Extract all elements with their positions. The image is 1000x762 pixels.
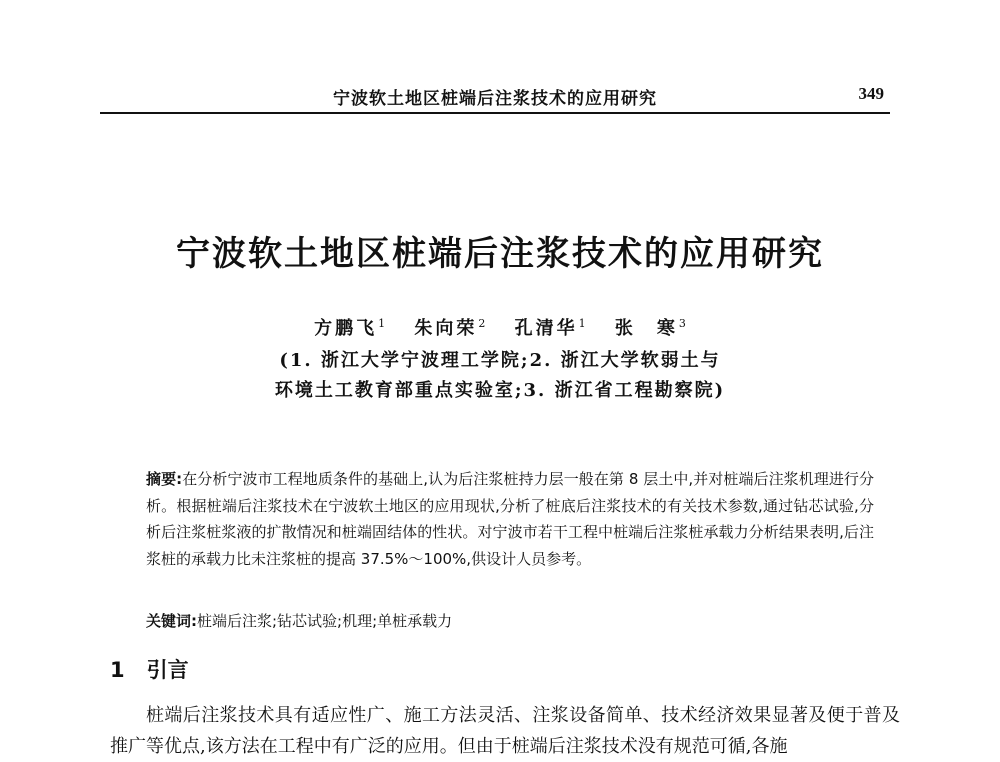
author-list (0, 314, 1000, 340)
section-heading (110, 654, 189, 684)
affiliation-line-2: 环境土工教育部重点实验室;3. 浙江省工程勘察院) (274, 380, 726, 401)
author: 张 寒$^3$ (614, 317, 686, 339)
keywords-text: 桩端后注浆;钻芯试验;机理;单桩承载力 (197, 612, 453, 630)
abstract-text: 在分析宁波市工程地质条件的基础上,认为后注浆桩持力层一般在第 8 层土中,并对桩端后注浆机理进行分析。根据桩端后注浆技术在宁波软土地区的应用现状,分析了桩底后注浆技术的有关技术参数,通过钻芯试验,分析后注浆桩浆液的扩散情况和桩端固结体的性状。对宁波市若干工程中桩端后注浆桩承载力分析结果表明,后注浆桩的承载力比未注浆桩的提高 37.5%～100%,供设计人员参考。 (146, 470, 875, 568)
running-header (100, 82, 890, 114)
section-title: 引言 (146, 658, 189, 682)
keywords-label: 关键词: (146, 612, 197, 630)
section-number: 1 (110, 658, 125, 682)
keywords (146, 608, 874, 634)
running-title: 宁波软土地区桩端后注浆技术的应用研究 (333, 89, 657, 109)
paper-title: 宁波软土地区桩端后注浆技术的应用研究 (176, 234, 824, 274)
abstract (146, 466, 874, 572)
body-paragraph: 桩端后注浆技术具有适应性广、施工方法灵活、注浆设备简单、技术经济效果显著及便于普及推广等优点,该方法在工程中有广泛的应用。但由于桩端后注浆技术没有规范可循,各施 (110, 705, 900, 757)
affiliation-line-1: (1. 浙江大学宁波理工学院;2. 浙江大学软弱土与 (279, 350, 721, 371)
author: 孔清华$^1$ (514, 317, 586, 339)
author: 方鹏飞$^1$ (314, 317, 386, 339)
page-number: 349 (858, 84, 884, 103)
author: 朱向荣$^2$ (414, 317, 486, 339)
abstract-label: 摘要: (146, 470, 183, 488)
